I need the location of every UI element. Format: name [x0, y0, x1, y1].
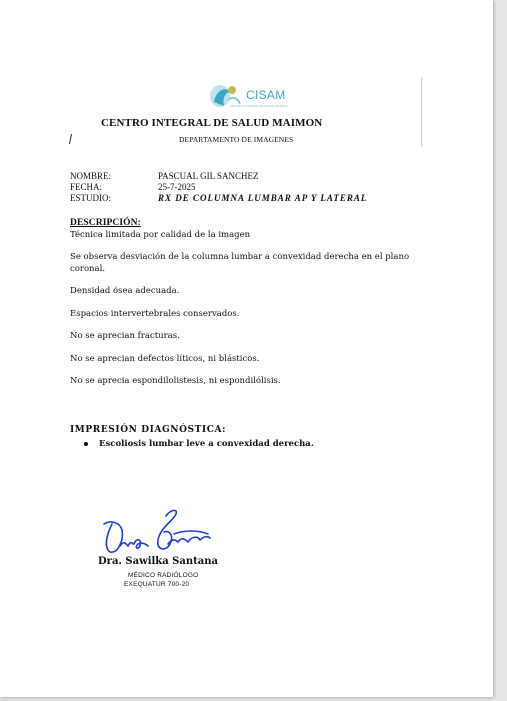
name-value: PASCUAL GIL SANCHEZ	[158, 171, 259, 181]
doctor-exequatur: EXEQUATUR 700-20	[124, 581, 190, 588]
name-label: NOMBRE:	[70, 171, 112, 181]
margin-line	[421, 77, 422, 147]
description-section	[70, 218, 425, 388]
bullet-icon	[84, 442, 88, 446]
date-value: 25-7-2025	[158, 182, 196, 192]
description-line: Técnica limitada por calidad de la imagen	[70, 229, 251, 240]
description-line: No se aprecia espondilolistesis, ni espondilólisis.	[70, 376, 281, 386]
impression-item	[84, 439, 314, 449]
logo-text: CISAM	[246, 88, 286, 102]
description-line: Densidad ósea adecuada.	[70, 286, 180, 296]
center-title: CENTRO INTEGRAL DE SALUD MAIMON	[101, 117, 323, 129]
study-value: RX DE COLUMNA LUMBAR AP Y LATERAL	[158, 193, 368, 203]
patient-info	[70, 171, 367, 204]
department-title: DEPARTAMENTO DE IMAGENES	[179, 135, 294, 144]
description-heading: DESCRIPCIÓN:	[70, 218, 141, 228]
study-row	[70, 193, 367, 204]
logo-subtitle: CENTRO INTEGRAL DE SALUD MAIMON	[230, 104, 288, 108]
description-line: No se aprecian defectos líticos, ni blásticos.	[70, 353, 260, 364]
description-line: No se aprecian fracturas.	[70, 331, 180, 341]
date-label: FECHA:	[70, 182, 103, 192]
study-label: ESTUDIO:	[70, 193, 111, 203]
impression-text: Escoliosis lumbar leve a convexidad derecha.	[99, 439, 314, 449]
handwritten-signature-icon	[100, 506, 215, 556]
doctor-name: Dra. Sawilka Santana	[98, 556, 218, 567]
date-row	[70, 182, 367, 193]
doctor-role: MÉDICO RADIÓLOGO	[128, 572, 199, 579]
description-line: Espacios intervertebrales conservados.	[70, 308, 240, 319]
description-line: Se observa desviación de la columna lumbar a convexidad derecha en el plano coronal.	[70, 252, 410, 274]
impression-heading: IMPRESIÓN DIAGNÓSTICA:	[70, 425, 227, 435]
cursor-mark	[69, 134, 72, 144]
name-row	[70, 171, 367, 182]
